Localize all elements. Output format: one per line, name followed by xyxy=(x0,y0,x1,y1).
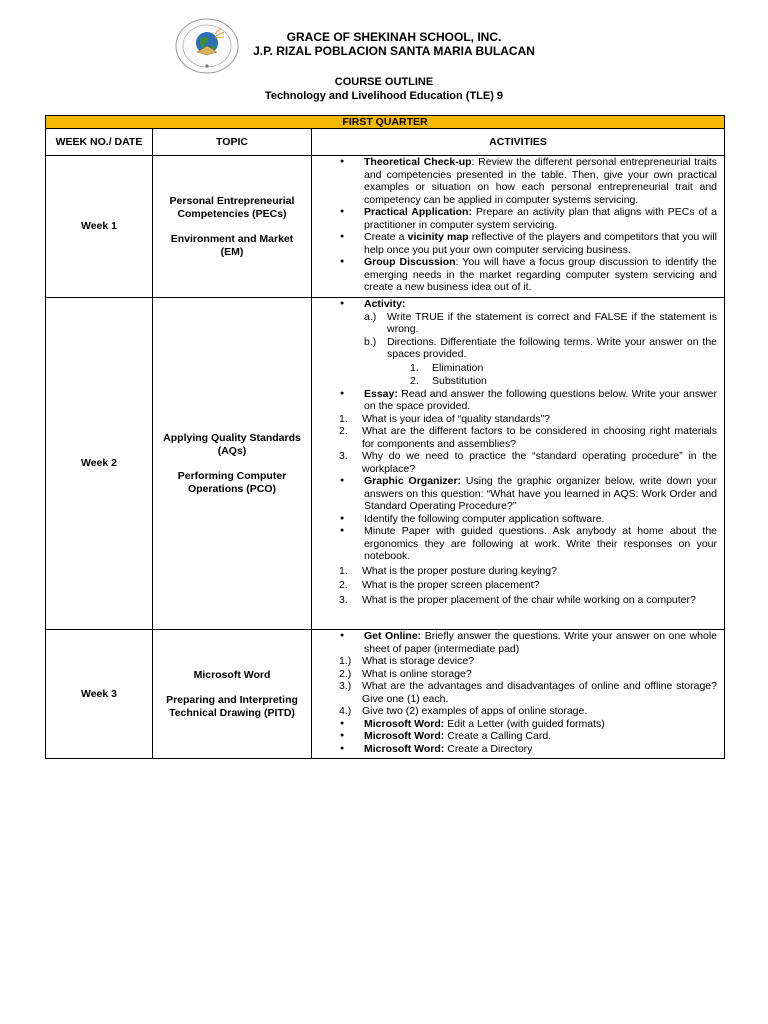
item-text: Substitution xyxy=(432,375,487,387)
item-marker: 4.) xyxy=(339,705,352,717)
sub-item xyxy=(339,680,717,705)
item-marker: 1. xyxy=(339,564,348,577)
week-cell: Week 3 xyxy=(46,630,153,759)
activities-cell xyxy=(312,630,725,759)
item-text: What is the proper posture during keying? xyxy=(362,564,557,577)
activity-text: Edit a Letter (with guided formats) xyxy=(444,717,605,730)
sub-item xyxy=(339,594,717,607)
sub-item xyxy=(339,425,717,450)
item-marker: 1. xyxy=(339,412,348,425)
activity-text: Using the graphic organizer below, write down your answers on this question: “What have you learned in AQS: Work Order and Standard Operating Procedure?” xyxy=(364,475,718,512)
item-marker: 1. xyxy=(410,361,419,374)
activity-text: Briefly answer the questions. Write your answer on one whole sheet of paper (intermediate pad) xyxy=(364,630,718,655)
activity-label: Theoretical Check-up xyxy=(364,156,472,168)
activity-item xyxy=(339,743,717,756)
item-text: What is online storage? xyxy=(362,667,472,680)
item-marker: 2. xyxy=(410,375,419,387)
column-header-week: WEEK NO./ DATE xyxy=(46,129,153,156)
item-marker: b.) xyxy=(364,335,377,348)
activity-text: : Review the different personal entrepreneurial traits and competencies presented in the table. Then, give your own practical examples or situation on how each personal entrepreneurial trait and competency can be applied in computer systems servicing. xyxy=(364,156,718,206)
table-row-week-3 xyxy=(46,630,725,759)
activity-item xyxy=(339,718,717,731)
activity-item xyxy=(339,630,717,718)
activities-cell xyxy=(312,298,725,630)
activity-label: Graphic Organizer: xyxy=(364,475,462,487)
item-text: Why do we need to practice the “standard operating procedure” in the workplace? xyxy=(362,450,718,475)
item-text: What is storage device? xyxy=(362,655,475,667)
sub-item xyxy=(339,413,717,426)
activity-label: Get Online: xyxy=(364,630,422,642)
activity-text: Read and answer the following questions below. Write your answer on the space provided. xyxy=(364,387,718,412)
item-marker: a.) xyxy=(364,310,377,323)
activity-item xyxy=(339,513,717,526)
week-cell: Week 2 xyxy=(46,298,153,630)
activity-item xyxy=(339,256,717,294)
activity-item xyxy=(339,298,717,388)
activity-text: Identify the following computer application software. xyxy=(364,512,605,525)
activity-item xyxy=(339,206,717,231)
sub-item xyxy=(364,311,717,336)
topic-title: Applying Quality Standards (AQs) xyxy=(163,432,301,457)
item-marker: 1.) xyxy=(339,655,352,667)
sub-item xyxy=(339,705,717,718)
week-cell: Week 1 xyxy=(46,156,153,298)
topic-title: Personal Entrepreneurial Competencies (PECs) xyxy=(169,195,295,220)
activity-label: Practical Application: xyxy=(364,206,472,218)
activity-text: Prepare an activity plan that aligns with PECs of a practitioner in computer system servicing. xyxy=(364,206,718,231)
activity-item xyxy=(339,475,717,513)
activity-text: Create a Directory xyxy=(444,742,533,755)
activity-label: Microsoft Word: xyxy=(364,730,445,742)
topic-cell xyxy=(153,630,312,759)
item-text: Give two (2) examples of apps of online storage. xyxy=(362,705,588,717)
activity-text: : You will have a focus group discussion to identify the emerging needs in the market regarding computer system servicing and create a new business idea out of it. xyxy=(364,256,718,293)
sub-item xyxy=(364,336,717,388)
sub-item xyxy=(339,655,717,668)
item-text: Elimination xyxy=(432,361,484,374)
table-row-week-1 xyxy=(46,156,725,298)
sub-item xyxy=(339,668,717,681)
activity-item xyxy=(339,525,717,606)
topic-title: Microsoft Word xyxy=(193,668,271,681)
document-title: COURSE OUTLINE xyxy=(334,76,434,88)
column-header-topic: TOPIC xyxy=(153,129,312,156)
activity-item xyxy=(339,730,717,743)
activity-item xyxy=(339,156,717,206)
sub-item xyxy=(339,450,717,475)
item-text: Write TRUE if the statement is correct and FALSE if the statement is wrong. xyxy=(387,310,718,335)
activity-item xyxy=(339,231,717,256)
item-text: Directions. Differentiate the following terms. Write your answer on the spaces provided. xyxy=(387,335,718,360)
topic-cell xyxy=(153,298,312,630)
school-address: J.P. RIZAL POBLACION SANTA MARIA BULACAN xyxy=(253,44,535,58)
sub-item xyxy=(410,362,717,375)
item-text: What is your idea of “quality standards”? xyxy=(362,412,550,425)
table-row-week-2 xyxy=(46,298,725,630)
activity-text: Create a Calling Card. xyxy=(444,730,552,742)
course-outline-table xyxy=(45,115,725,759)
item-marker: 2.) xyxy=(339,667,352,680)
topic-title: Performing Computer Operations (PCO) xyxy=(177,470,287,495)
activity-label: Activity: xyxy=(364,298,406,310)
activity-label: Microsoft Word: xyxy=(364,742,445,755)
activity-label: vicinity map xyxy=(407,231,469,243)
activity-label: Essay: xyxy=(364,387,398,400)
sub-item xyxy=(339,565,717,578)
subject-title: Technology and Livelihood Education (TLE) 9 xyxy=(264,90,504,102)
item-marker: 3. xyxy=(339,450,348,462)
activity-item xyxy=(339,388,717,476)
topic-title: Preparing and Interpreting Technical Drawing (PITD) xyxy=(166,694,298,719)
activity-text: Create a xyxy=(364,231,408,243)
item-marker: 2. xyxy=(339,425,348,437)
activity-text: Minute Paper with guided questions. Ask anybody at home about the ergonomics they are following at work. Write their responses on your notebook. xyxy=(364,525,718,562)
item-marker: 2. xyxy=(339,579,348,591)
sub-item xyxy=(339,579,717,592)
quarter-banner: FIRST QUARTER xyxy=(46,116,725,129)
item-text: What is the proper placement of the chair while working on a computer? xyxy=(362,593,696,606)
sub-item xyxy=(410,375,717,388)
item-marker: 3. xyxy=(339,593,348,606)
activities-cell xyxy=(312,156,725,298)
topic-cell xyxy=(153,156,312,298)
item-text: What is the proper screen placement? xyxy=(362,579,540,591)
school-name: GRACE OF SHEKINAH SCHOOL, INC. xyxy=(286,30,502,44)
item-text: What are the advantages and disadvantages of online and offline storage? Give one (1) each. xyxy=(362,680,718,705)
activity-label: Microsoft Word: xyxy=(364,717,445,730)
item-text: What are the different factors to be considered in choosing right materials for components and assemblies? xyxy=(362,425,718,450)
column-header-activities: ACTIVITIES xyxy=(312,129,725,156)
activity-label: Group Discussion xyxy=(364,256,456,268)
item-marker: 3.) xyxy=(339,680,352,692)
activity-text: reflective of the players and competitors that you will help once you put your own computer servicing business. xyxy=(364,231,718,256)
topic-title: Environment and Market (EM) xyxy=(170,233,294,258)
